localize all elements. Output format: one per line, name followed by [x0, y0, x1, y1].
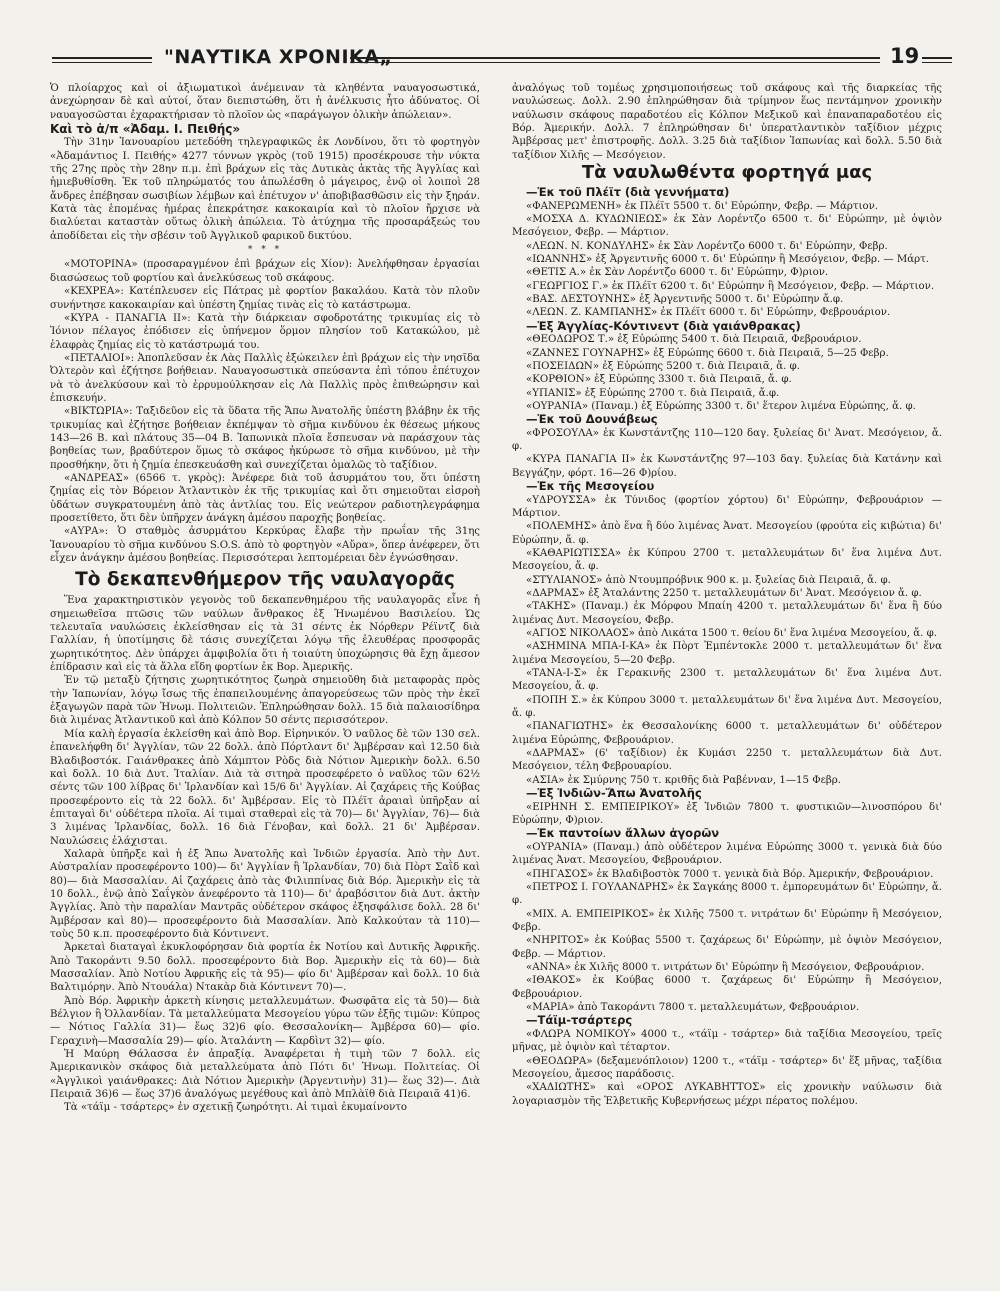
report-paragraph: «ΑΥΡΑ»: Ὁ σταθμὸς ἀσυρμάτου Κερκύρας ἔλαβε τὴν πρωΐαν τῆς 31ης Ἰανουαρίου τὸ σῆμα κινδύνου S.O.S. ἀπὸ τὸ φορτηγὸν «Αὔρα», ὅπερ ἀνέφερεν, ὅτι εἶχεν ἀνάγκην ἀμέσου βοηθείας. Περισσότεραι λεπτομέρειαι δὲν ἐγνώσθησαν.	[50, 526, 480, 565]
charter-entry: «ΚΟΡΘΙΟΝ» ἐξ Εὐρώπης 3300 τ. διὰ Πειραιᾶ, ἄ. φ.	[526, 374, 792, 386]
header-rule	[922, 57, 952, 63]
market-paragraph: Ἕνα χαρακτηριστικὸν γεγονὸς τοῦ δεκαπενθημέρου τῆς ναυλαγορᾶς εἶνε ἡ σημειωθεῖσα πτῶσις τῶν ναύλων ἄνθρακος ἐξ Ἡνωμένου Βασιλείου. Ὡς τελευταῖα ναυλώσεις ἐκλείσθησαν εἰς τὰ 31 σέντς ἐκ Νόρθερν Ρέϊντζ διὰ Γαλλίαν, ἡ ὑποτίμησις δὲ τάσις συνεχίζεται λόγῳ τῆς ἐλευθέρας προσφορᾶς χωρητικότητος. Δὲν ὑπάρχει ἀμφιβολία ὅτι ἡ τοιαύτη ὑποχώρησις θὰ ἔχῃ ἄμεσον ἐπίδρασιν καὶ εἰς τὰ ἄλλα εἴδη φορτίων ἐκ Βορ. Ἀμερικῆς.	[50, 595, 480, 674]
charter-entry: «ΟΥΡΑΝΙΑ» (Παναμ.) ἀπὸ οὐδέτερον λιμένα Εὐρώπης 3000 τ. γενικὰ διὰ δύο λιμένας Ἀνατ. Μεσογείου, Φεβρουάριον.	[512, 841, 942, 867]
report-paragraph: «ΜΟΤΟΡΙΝΑ» (προσαραγμένον ἐπὶ βράχων εἰς Χίον): Ἀνελήφθησαν ἐργασίαι διασώσεως τοῦ φορτίου καὶ ἀνελκύσεως τοῦ σκάφους.	[50, 259, 480, 284]
page-header	[52, 40, 952, 74]
charter-entry: «ΜΑΡΙΑ» ἀπὸ Τακοράντι 7800 τ. μεταλλευμάτων, Φεβρουάριον.	[526, 1001, 860, 1013]
charter-entry: «ΦΡΟΣΟΥΛΑ» ἐκ Κωνστάντζης 110—120 δαγ. ξυλείας δι' Ἀνατ. Μεσόγειον, ἄ. φ.	[512, 427, 942, 453]
subheading-peithis: Καὶ τὸ ἁ/π «Ἀδαμ. Ι. Πειθής»	[50, 122, 241, 137]
section-separator: * * *	[247, 245, 283, 256]
charter-entry: «ΠΟΣΕΙΔΩΝ» ἐξ Εὐρώπης 5200 τ. διὰ Πειραιᾶ, ἄ. φ.	[526, 360, 800, 372]
charter-entry: «ΑΝΝΑ» ἐκ Χιλῆς 8000 τ. νιτράτων δι' Εὐρώπην ἢ Μεσόγειον, Φεβρουάριον.	[526, 961, 925, 973]
market-paragraph: Χαλαρὰ ὑπῆρξε καὶ ἡ ἐξ Ἄπω Ἀνατολῆς καὶ Ἰνδιῶν ἐργασία. Ἀπὸ τὴν Δυτ. Αὐστραλίαν προσεφέροντο 100)— δι' Ἀγγλίαν ἢ Ἰρλανδίαν, 70) διὰ Πὸρτ Σαῒδ καὶ 80)— διὰ Μασσαλίαν. Αἱ ζαχάρεις ἀπὸ τὰς Φιλιππίνας διὰ Βόρ. Ἀμερικὴν εἰς τὰ 10 δολλ., ἐνῷ ἀπὸ Σαΐγκὸν ἀνεφέροντο τὰ 110)— δι' ἀραβόσιτον διὰ Δυτ. ἀκτὴν Ἀγγλίας. Ἀπὸ τὴν παραλίαν Μαντρᾶς οὐδέτερον σκάφος ἐξησφάλισε δολλ. 28 δι' Ἀμβέρσαν καὶ 80)— προσεφέροντο διὰ Μασσαλίαν. Ἀπὸ Καλκούταν τὰ 110)— τοὺς 50 κ.π. προσεφέροντο διὰ Κόντινεντ.	[50, 848, 480, 940]
intro-paragraph: Ὁ πλοίαρχος καὶ οἱ ἀξιωματικοὶ ἀνέμειναν τὰ κληθέντα ναυαγοσωστικά, ἀνεχώρησαν δὲ καὶ αὐτοί, ὅταν διεπιστώθη, ὅτι ἡ ἀνέλκυσις ἦτο ἀδύνατος. Οἱ ναυαγοσῶσται ἐχαρακτήρισαν τὸ πλοῖον ὡς «παράγωγον ὁλικὴν ἀπώλειαν».	[50, 83, 480, 121]
charter-entry: «ΑΓΙΟΣ ΝΙΚΟΛΑΟΣ» ἀπὸ Λικάτα 1500 τ. θείου δι' ἕνα λιμένα Μεσογείου, ἄ. φ.	[526, 628, 937, 640]
charter-entry: «ΠΕΤΡΟΣ Ι. ΓΟΥΛΑΝΔΡΗΣ» ἐκ Σαγκάης 8000 τ. ἐμπορευμάτων δι' Εὐρώπην, ἄ. φ.	[512, 881, 942, 907]
market-paragraph: Ἡ Μαύρη Θάλασσα ἐν ἀπραξίᾳ. Ἀναφέρεται ἡ τιμὴ τῶν 7 δολλ. εἰς Ἀμερικανικὸν σκάφος διὰ μεταλλεύματα ἀπὸ Πότι δι' Ἡνωμ. Πολιτείας. Οἱ «Ἀγγλικοὶ γαιάνθρακες: Διὰ Νότιον Ἀμερικὴν (Ἀργεντινὴν) 31)— ἕως 32)—. Διὰ Πειραιᾶ 36)6 — ἕως 37)6 ἀναλόγως μεγέθους καὶ ἀπὸ Μπλὰϊθ διὰ Πειραιᾶ 41)6.	[50, 1049, 480, 1101]
report-paragraph: «ΒΙΚΤΩΡΙΑ»: Ταξιδεῦον εἰς τὰ ὕδατα τῆς Ἄπω Ἀνατολῆς ὑπέστη βλάβην ἐκ τῆς τρικυμίας καὶ ἐζήτησε βοήθειαν ἐκπέμψαν τὸ σῆμα κινδύνου ἐκ θέσεως μήκους 143—26 Β. καὶ πλάτους 35—04 Β. Ἰαπωνικὰ πλοῖα ἔσπευσαν νὰ παράσχουν τὰς βοηθείας των, βραδύτερον ὅμως τὸ σκάφος ἠκύρωσε τὸ σῆμα κινδύνου, μὲ τὴν προσθήκην, ὅτι ἡ ζημία ἐπεσκευάσθη καὶ συνεχίζεται ὁμαλῶς τὸ ταξίδιον.	[50, 406, 480, 471]
market-paragraph: Τὰ «τάϊμ - τσάρτερς» ἐν σχετικῇ ζωηρότητι. Αἱ τιμαὶ ἐκυμαίνοντο	[64, 1102, 408, 1114]
freight-market-heading: Τὸ δεκαπενθήμερον τῆς ναυλαγορᾶς	[75, 569, 455, 591]
market-paragraph: Ἀπὸ Βόρ. Ἀφρικὴν ἀρκετὴ κίνησις μεταλλευμάτων. Φωσφᾶτα εἰς τὰ 50)— διὰ Βέλγιον ἢ Ὀλλανδίαν. Τὰ μεταλλεύματα Μεσογείου γύρω τῶν ἑξῆς τιμῶν: Κύπρος — Νότιος Γαλλία 31)— ἕως 32)6 φίο. Θεσσαλονίκη— Ἀμβέρσα 60)— φίο. Γεραχινὴ—Μασσαλία 29)— φίο. Ἀταλάντη — Καρδὶντ 32)— φίο.	[50, 995, 480, 1047]
market-paragraph: Μία καλὴ ἐργασία ἐκλείσθη καὶ ἀπὸ Βορ. Εἰρηνικόν. Ὁ ναῦλος δὲ τῶν 130 σελ. ἐπανελήφθη δι' Ἀγγλίαν, τῶν 22 δολλ. ἀπὸ Πόρτλαντ δι' Ἀμβέρσαν καὶ 12.50 διὰ Βλαδιβοστόκ. Γαιάνθρακες ἀπὸ Χάμπτον Ρὸδς διὰ Νότιον Ἀμερικὴν δολλ. 6.50 καὶ δολλ. 10 διὰ Δυτ. Ἰταλίαν. Διὰ τὰ σιτηρὰ προσεφέρετο ὁ ναῦλος τῶν 62½ σέντς τῶν 100 λίβρας δι' Ἰρλανδίαν καὶ 15/6 δι' Ἀγγλίαν. Αἱ ζαχάρεις τῆς Κούβας προσεφέροντο εἰς τὰ 22 δολλ. δι' Ἀμβέρσαν. Εἰς τὸ Πλέϊτ ἀραιαὶ ὑπῆρξαν αἱ ἐπιταγαὶ δι' οὐδέτερα πλοῖα. Αἱ τιμαὶ σταθεραὶ εἰς τὰ 70)— δι' Ἀγγλίαν, 76)— διὰ 3 λιμένας Ἰρλανδίας, δολλ. 16 διὰ Γένοβαν, καὶ δολλ. 21 δι' Ἀμβέρσαν. Ναυλώσεις ἐλάχισται.	[50, 728, 480, 847]
publication-title: "ΝΑΥΤΙΚΑ ΧΡΟΝΙΚΑ„	[164, 46, 393, 68]
report-paragraph: «ΚΥΡΑ - ΠΑΝΑΓΙΑ ΙΙ»: Κατὰ τὴν διάρκειαν σφοδροτάτης τρικυμίας εἰς τὸ Ἰόνιον πέλαγος ἐπόδισεν εἰς ὑπήνεμον ὅρμον πλησίον τοῦ Κατακώλου, μὲ ἐλαφρὰς ζημίας εἰς τὸ κατάστρωμά του.	[50, 312, 480, 351]
right-column	[512, 82, 942, 1108]
charter-entry: «ΧΑΔΙΩΤΗΣ» καὶ «ΟΡΟΣ ΛΥΚΑΒΗΤΤΟΣ» εἰς χρονικὴν ναύλωσιν διὰ λογαριασμὸν τῆς Ἑλβετικῆς Κυβερνήσεως μέχρι πέρατος πολέμου.	[512, 1082, 942, 1107]
peithis-paragraph: Τὴν 31ην Ἰανουαρίου μετεδόθη τηλεγραφικῶς ἐκ Λονδίνου, ὅτι τὸ φορτηγὸν «Ἀδαμάντιος Ι. Πειθής» 4277 τόννων γκρὸς (τοῦ 1915) προσέκρουσε τὴν νύκτα τῆς 27ης πρὸς τὴν 28ην π.μ. ἐπὶ βράχων εἰς τὰς Δυτικὰς ἀκτὰς τῆς Ἀγγλίας καὶ ἡμιεβυθίσθη. Ἐκ τοῦ πληρώματός του ἀπωλέσθη ὁ μάγειρος, ἐνῷ οἱ λοιποὶ 28 ἄνδρες ἐπέβησαν σωσιβίων λέμβων καὶ ἐπέτυχον ν' ἀποβιβασθῶσιν εἰς τὴν ξηράν. Κατὰ τὰς ἑπομένας ἡμέρας ἐπεκράτησε κακοκαιρία καὶ τὸ πλοῖον ἤρχισε νὰ διαλύεται καταστὰν οὕτως ὁλικὴ ἀπώλεια. Τὸ ἀτύχημα τῆς προσαράξεώς του ἀποδίδεται εἰς τὴν σβέσιν τοῦ Ἀγγλικοῦ φαρικοῦ δικτύου.	[50, 137, 480, 242]
charter-section-title: —Ἐκ παντοίων ἄλλων ἀγορῶν	[526, 826, 720, 841]
charter-section-title: —Ἐξ Ἰνδιῶν-Ἄπω Ἀνατολῆς	[526, 786, 702, 801]
market-paragraph: Ἀρκεταὶ διαταγαὶ ἐκυκλοφόρησαν διὰ φορτία ἐκ Νοτίου καὶ Δυτικῆς Ἀφρικῆς. Ἀπὸ Τακοράντι 9.50 δολλ. προσεφέροντο διὰ Βορ. Ἀμερικὴν εἰς τὰ 60)— διὰ Μασσαλίαν. Ἀπὸ Νοτίου Ἀφρικῆς εἰς τὰ 95)— φίο δι' Ἀμβέρσαν καὶ δολλ. 10 διὰ Βαλτιμόρην. Ἀπὸ Ντουάλα) Ντακὰρ διὰ Κόντινεντ 70)—.	[50, 942, 480, 994]
continuation-paragraph: ἀναλόγως τοῦ τομέως χρησιμοποιήσεως τοῦ σκάφους καὶ τῆς διαρκείας τῆς ναυλώσεως. Δολλ. 2.90 ἐπληρώθησαν διὰ τρίμηνον ἕως πεντάμηνον χρονικὴν ναύλωσιν σκάφους παραδοτέου εἰς Κόλπον Μεξικοῦ καὶ ἐπαναπαραδοτέου εἰς Βόρ. Ἀμερικήν. Δολλ. 7 ἐπληρώθησαν δι' ὑπερατλαντικὸν ταξίδιον μέχρις Ἀμβέρσας μετ' ἐπιστροφῆς. Δολλ. 3.25 διὰ ταξίδιον Ἰαπωνίας καὶ δολλ. 5.50 διὰ ταξίδιον Χιλῆς — Μεσόγειον.	[512, 83, 942, 161]
charter-entry: «ΖΑΝΝΕΣ ΓΟΥΝΑΡΗΣ» ἐξ Εὐρώπης 6600 τ. διὰ Πειραιᾶ, 5—25 Φεβρ.	[526, 347, 889, 359]
report-paragraph: «ΠΕΤΑΛΙΟΙ»: Ἀποπλεῦσαν ἐκ Λὰς Παλλὶς ἐξώκειλεν ἐπὶ βράχων εἰς τὴν νησῖδα Ὀλτερὸν καὶ ἐζήτησε βοήθειαν. Ναυαγοσωστικὰ σπεύσαντα ἐπὶ τόπου ἐπέτυχον νὰ τὸ ἀνελκύσουν καὶ τὸ ἐρρυμούλκησαν εἰς Λὰ Παλλὶς πρὸς ἐπιθεώρησιν καὶ ἐπισκευήν.	[50, 352, 480, 404]
charter-entry: «ΦΑΝΕΡΩΜΕΝΗ» ἐκ Πλέϊτ 5500 τ. δι' Εὐρώπην, Φεβρ. — Μάρτιον.	[526, 200, 879, 212]
charter-entry: «ΕΙΡΗΝΗ Σ. ΕΜΠΕΙΡΙΚΟΥ» ἐξ Ἰνδιῶν 7800 τ. φυστικιῶν—λινοσπόρου δι' Εὐρώπην, Φ)ριον.	[512, 801, 942, 826]
charter-entry: «ΤΑΚΗΣ» (Παναμ.) ἐκ Μόρφου Μπαίη 4200 τ. μεταλλευμάτων δι' ἕνα ἢ δύο λιμένας Δυτ. Μεσογείου, Φεβρ.	[512, 601, 942, 626]
charter-entry: «ΥΔΡΟΥΣΣΑ» ἐκ Τύνιδος (φορτίον χόρτου) δι' Εὐρώπην, Φεβρουάριον — Μάρτιον.	[512, 494, 942, 519]
charter-entry: «ΔΑΡΜΑΣ» ἐξ Ἀταλάντης 2250 τ. μεταλλευμάτων δι' Ἀνατ. Μεσόγειον ἄ. φ.	[526, 588, 922, 599]
charter-entry: «ΘΕΟΔΩΡΟΣ Τ.» ἐξ Εὐρώπης 5400 τ. διὰ Πειραιᾶ, Φεβρουάριον.	[526, 334, 862, 346]
charter-entry: «ΑΣΗΜΙΝΑ ΜΠΑ-Ι-ΚΑ» ἐκ Πὸρτ Ἐμπέντοκλε 2000 τ. μεταλλευμάτων δι' ἕνα λιμένα Μεσογείου, 5—20 Φεβρ.	[512, 641, 942, 666]
left-column	[50, 82, 480, 1115]
charter-entry: «ΒΑΣ. ΔΕΣΤΟΥΝΗΣ» ἐξ Ἀργεντινῆς 5000 τ. δι' Εὐρώπην ἄ.φ.	[526, 293, 844, 305]
charter-sections	[512, 186, 942, 1108]
charter-entry: «ΠΟΛΕΜΗΣ» ἀπὸ ἕνα ἢ δύο λιμένας Ἀνατ. Μεσογείου (φρούτα εἰς κιβώτια) δι' Εὐρώπην, ἄ. φ.	[512, 521, 942, 546]
charter-entry: «ΠΟΠΗ Σ.» ἐκ Κύπρου 3000 τ. μεταλλευμάτων δι' ἕνα λιμένα Δυτ. Μεσογείου, ἄ. φ.	[512, 694, 942, 720]
charter-section-title: —Τάϊμ-τσάρτερς	[526, 1013, 633, 1028]
charter-entry: «ΔΑΡΜΑΣ» (6' ταξίδιον) ἐκ Κυμάσι 2250 τ. μεταλλευμάτων διὰ Δυτ. Μεσόγειον, τέλη Φεβρουαρίου.	[512, 748, 942, 773]
charter-entry: «ΟΥΡΑΝΙΑ» (Παναμ.) ἐξ Εὐρώπης 3300 τ. δι' ἕτερον λιμένα Εὐρώπης, ἄ. φ.	[526, 400, 916, 412]
header-rule	[52, 57, 152, 63]
chartered-ships-heading: Τὰ ναυλωθέντα φορτηγά μας	[581, 162, 873, 184]
charter-entry: «ΙΩΑΝΝΗΣ» ἐξ Ἀργεντινῆς 6000 τ. δι' Εὐρώπην ἢ Μεσόγειον, Φεβρ. — Μάρτ.	[526, 253, 930, 265]
charter-entry: «ΤΑΝΑ-Ι-Σ» ἐκ Γερακινῆς 2300 τ. μεταλλευμάτων δι' ἕνα λιμένα Δυτ. Μεσογείου, ἄ. φ.	[512, 668, 942, 693]
charter-entry: «ΘΕΤΙΣ Α.» ἐκ Σὰν Λορέντζο 6000 τ. δι' Εὐρώπην, Φ)ριον.	[526, 267, 829, 279]
charter-entry: «ΜΙΧ. Α. ΕΜΠΕΙΡΙΚΟΣ» ἐκ Χιλῆς 7500 τ. νιτράτων δι' Εὐρώπην ἢ Μεσόγειον, Φεβρ.	[512, 908, 942, 933]
charter-section-title: —Ἐκ τοῦ Δουνάβεως	[526, 412, 658, 427]
page-number: 19	[890, 44, 920, 68]
charter-section-title: —Ἐκ τοῦ Πλέϊτ (διὰ γεννήματα)	[526, 185, 730, 200]
charter-entry: «ΜΟΣΧΑ Δ. ΚΥΔΩΝΙΕΩΣ» ἐκ Σὰν Λορέντζο 6500 τ. δι' Εὐρώπην, μὲ ὀψιὸν Μεσόγειον, Φεβρ. — Μάρτιον.	[512, 213, 942, 239]
header-rule	[350, 57, 880, 63]
charter-entry: «ΝΗΡΙΤΟΣ» ἐκ Κούβας 5500 τ. ζαχάρεως δι' Εὐρώπην, μὲ ὀψιὸν Μεσόγειον, Φεβρ. — Μάρτιον.	[512, 935, 942, 960]
report-paragraph: «ΚΕΧΡΕΑ»: Κατέπλευσεν εἰς Πάτρας μὲ φορτίον βακαλάου. Κατὰ τὸν πλοῦν συνήντησε κακοκαιρίαν καὶ ὑπέστη ζημίας τινὰς εἰς τὸ κατάστρωμα.	[50, 286, 480, 311]
charter-entry: «ΦΛΩΡΑ ΝΟΜΙΚΟΥ» 4000 τ., «τάϊμ - τσάρτερ» διὰ ταξίδια Μεσογείου, τρεῖς μῆνας, μὲ ὀψιὸν καὶ τέταρτον.	[512, 1028, 942, 1054]
report-paragraph: «ΑΝΔΡΕΑΣ» (6566 τ. γκρὸς): Ἀνέφερε διὰ τοῦ ἀσυρμάτου του, ὅτι ὑπέστη ζημίας εἰς τὸν Βόρειον Ἀτλαντικὸν ἐκ τῆς τρικυμίας καὶ ὅτι σημειοῦται εἰσροὴ ὑδάτων συγκρατουμένη ἀπὸ τὰς ἀντλίας του. Εἰς νεώτερον ραδιοτηλεγράφημα προσετίθετο, ὅτι δὲν ὑπῆρχεν ἀνάγκη ἀμέσου παροχῆς βοηθείας.	[50, 472, 480, 524]
charter-entry: «ΛΕΩΝ. Ζ. ΚΑΜΠΑΝΗΣ» ἐκ Πλέϊτ 6000 τ. δι' Εὐρώπην, Φεβρουάριον.	[526, 307, 891, 319]
charter-entry: «ΙΘΑΚΟΣ» ἐκ Κούβας 6000 τ. ζαχάρεως δι' Εὐρώπην ἢ Μεσόγειον, Φεβρουάριον.	[512, 975, 942, 1000]
charter-entry: «ΓΕΩΡΓΙΟΣ Γ.» ἐκ Πλέϊτ 6200 τ. δι' Εὐρώπην ἢ Μεσόγειον, Φεβρ. — Μάρτιον.	[526, 280, 935, 292]
market-paragraph: Ἐν τῷ μεταξὺ ζήτησις χωρητικότητος ζωηρὰ σημειοῦθη διὰ μεταφορὰς πρὸς τὴν Ἰαπωνίαν, λόγῳ ἴσως τῆς ἐπαπειλουμένης ἀπαγορεύσεως τῶν πρὸς τὴν ἐκεῖ ἐξαγωγῶν παρὰ τῶν Ἡνωμ. Πολιτειῶν. Ἐπληρώθησαν δολλ. 15 διὰ παλαιοσίδηρα διὰ λιμένας Ἀτλαντικοῦ καὶ ἀπὸ Κόλπον 50 σέντς περισσότερον.	[50, 675, 480, 727]
charter-entry: «ΚΥΡΑ ΠΑΝΑΓΙΑ ΙΙ» ἐκ Κωνστάντζης 97—103 δαγ. ξυλείας διὰ Κατάνην καὶ Βεγγάζην, φόρτ. 16—26 Φ)ρίου.	[512, 454, 942, 479]
charter-entry: «ΘΕΟΔΩΡΑ» (δεξαμενόπλοιον) 1200 τ., «τάϊμ - τσάρτερ» δι' ἕξ μῆνας, ταξίδια Μεσογείου, ἄμεσος παράδοσις.	[512, 1055, 942, 1080]
charter-entry: «ΥΠΑΝΙΣ» ἐξ Εὐρώπης 2700 τ. διὰ Πειραιᾶ, ἄ.φ.	[526, 387, 780, 399]
charter-entry: «ΠΑΝΑΓΙΩΤΗΣ» ἐκ Θεσσαλονίκης 6000 τ. μεταλλευμάτων δι' οὐδέτερον λιμένα Εὐρώπης, Φεβρουάριον.	[512, 721, 942, 746]
charter-entry: «ΑΣΙΑ» ἐκ Σμύρνης 750 τ. κριθῆς διὰ Ραβένναν, 1—15 Φεβρ.	[526, 774, 841, 786]
charter-section-title: —Ἐξ Ἀγγλίας-Κόντινεντ (διὰ γαιάνθρακας)	[526, 318, 801, 333]
charter-entry: «ΣΤΥΛΙΑΝΟΣ» ἀπὸ Ντουμπρόβνικ 900 κ. μ. ξυλείας διὰ Πειραιᾶ, ἄ. φ.	[526, 574, 891, 586]
charter-entry: «ΠΗΓΑΣΟΣ» ἐκ Βλαδιβοστὸκ 7000 τ. γενικὰ διὰ Βόρ. Ἀμερικήν, Φεβρουάριον.	[526, 868, 934, 880]
charter-section-title: —Ἐκ τῆς Μεσογείου	[526, 479, 655, 494]
charter-entry: «ΛΕΩΝ. Ν. ΚΟΝΔΥΛΗΣ» ἐκ Σὰν Λορέντζο 6000 τ. δι' Εὐρώπην, Φεβρ.	[526, 240, 888, 252]
charter-entry: «ΚΑΘΑΡΙΩΤΙΣΣΑ» ἐκ Κύπρου 2700 τ. μεταλλευμάτων δι' ἕνα λιμένα Δυτ. Μεσογείου, ἄ. φ.	[512, 547, 942, 573]
